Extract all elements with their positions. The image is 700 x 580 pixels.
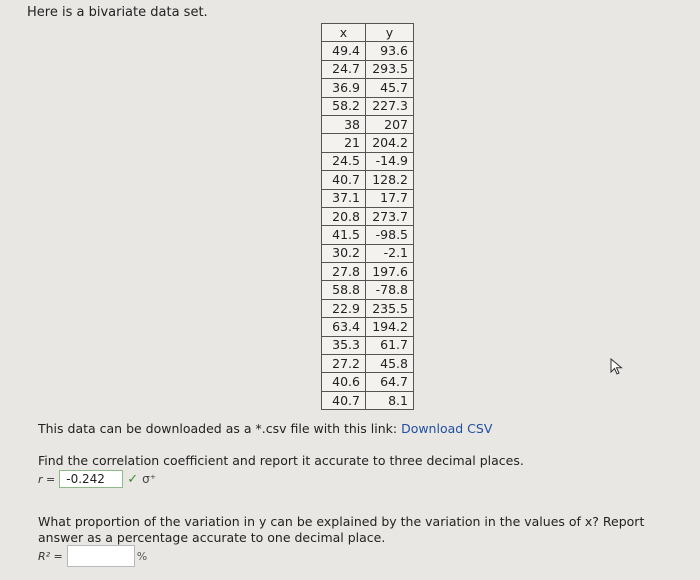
cell-y: 227.3 [366, 97, 414, 115]
cell-y: 194.2 [366, 318, 414, 336]
cell-y: 45.7 [366, 79, 414, 97]
cell-y: 45.8 [366, 355, 414, 373]
table-row [322, 355, 414, 373]
table-header-row [322, 24, 414, 42]
r-answer-row [38, 470, 156, 488]
r2-label: R² = [38, 549, 63, 563]
download-csv-link[interactable]: Download CSV [401, 421, 493, 436]
table-row [322, 134, 414, 152]
table-row [322, 115, 414, 133]
cell-y: -78.8 [366, 281, 414, 299]
download-text: This data can be downloaded as a *.csv file with this link: [38, 421, 398, 436]
cell-y: 207 [366, 115, 414, 133]
cell-y: -2.1 [366, 244, 414, 262]
cell-x: 27.8 [322, 263, 366, 281]
table-row [322, 207, 414, 225]
table-row [322, 42, 414, 60]
cell-x: 41.5 [322, 226, 366, 244]
cell-y: 17.7 [366, 189, 414, 207]
cell-x: 36.9 [322, 79, 366, 97]
table-row [322, 171, 414, 189]
cell-x: 40.6 [322, 373, 366, 391]
cell-y: -98.5 [366, 226, 414, 244]
cell-y: 293.5 [366, 60, 414, 78]
r-label: r = [38, 472, 56, 486]
data-table [321, 23, 414, 410]
cell-x: 24.5 [322, 152, 366, 170]
cell-y: -14.9 [366, 152, 414, 170]
cell-x: 40.7 [322, 171, 366, 189]
cell-x: 22.9 [322, 299, 366, 317]
symbol-icon[interactable]: σ⁺ [142, 472, 157, 486]
table-row [322, 79, 414, 97]
cell-x: 21 [322, 134, 366, 152]
cell-x: 35.3 [322, 336, 366, 354]
cell-y: 8.1 [366, 391, 414, 409]
percent-unit: % [136, 549, 148, 563]
table-row [322, 373, 414, 391]
question-1-prompt: Find the correlation coefficient and report it accurate to three decimal places. [38, 453, 524, 468]
cursor-icon [610, 358, 624, 376]
header-x: x [322, 24, 366, 42]
table-row [322, 226, 414, 244]
cell-x: 49.4 [322, 42, 366, 60]
cell-y: 235.5 [366, 299, 414, 317]
cell-y: 64.7 [366, 373, 414, 391]
cell-x: 27.2 [322, 355, 366, 373]
question-2-prompt: What proportion of the variation in y can be explained by the variation in the values of x? Report answer as a percentage accurate to one decimal place. [38, 514, 645, 545]
table-row [322, 244, 414, 262]
cell-y: 204.2 [366, 134, 414, 152]
cell-x: 40.7 [322, 391, 366, 409]
cell-x: 20.8 [322, 207, 366, 225]
table-row [322, 97, 414, 115]
cell-y: 273.7 [366, 207, 414, 225]
table-row [322, 391, 414, 409]
cell-x: 24.7 [322, 60, 366, 78]
table-row [322, 60, 414, 78]
r-input[interactable]: -0.242 [59, 470, 123, 488]
table-row [322, 318, 414, 336]
cell-y: 128.2 [366, 171, 414, 189]
table-row [322, 299, 414, 317]
cell-x: 37.1 [322, 189, 366, 207]
header-y: y [366, 24, 414, 42]
cell-x: 58.8 [322, 281, 366, 299]
download-line [38, 421, 492, 436]
table-row [322, 189, 414, 207]
table-row [322, 263, 414, 281]
intro-text: Here is a bivariate data set. [27, 5, 208, 20]
cell-x: 58.2 [322, 97, 366, 115]
check-icon: ✓ [127, 471, 139, 487]
cell-x: 38 [322, 115, 366, 133]
cell-x: 30.2 [322, 244, 366, 262]
table-row [322, 152, 414, 170]
table-row [322, 336, 414, 354]
cell-x: 63.4 [322, 318, 366, 336]
r2-input[interactable] [67, 545, 135, 567]
cell-y: 61.7 [366, 336, 414, 354]
cell-y: 93.6 [366, 42, 414, 60]
cell-y: 197.6 [366, 263, 414, 281]
table-row [322, 281, 414, 299]
r2-answer-row [38, 545, 147, 567]
